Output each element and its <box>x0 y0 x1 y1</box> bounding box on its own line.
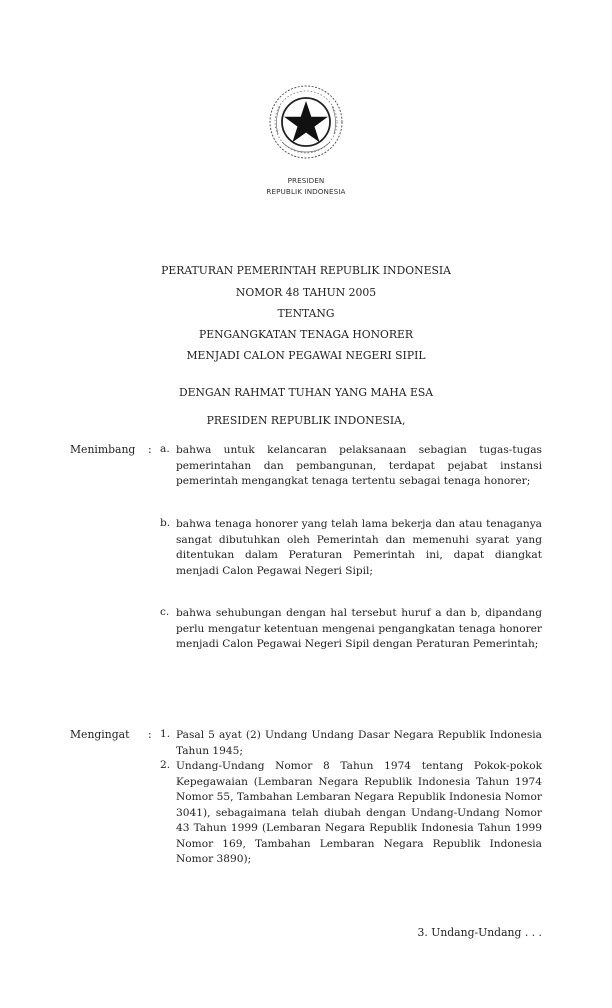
item-number: 1. <box>160 728 171 740</box>
header-president: PRESIDEN <box>287 176 325 185</box>
title-subject-1: PENGANGKATAN TENAGA HONORER <box>198 328 414 341</box>
title-about: TENTANG <box>277 307 335 320</box>
header-republic: REPUBLIK INDONESIA <box>266 187 346 196</box>
section-colon: : <box>148 728 152 741</box>
section-label-mengingat: Mengingat <box>70 728 130 741</box>
section-label-menimbang: Menimbang <box>70 443 136 456</box>
item-text: bahwa tenaga honorer yang telah lama bekerja dan atau tenaganya sangat dibutuhkan oleh Pemerintah dan memenuhi syarat yang ditentukan dalam Peraturan Pemerintah ini, dapat diangkat menjadi Calon Pegawai Negeri Sipil; <box>176 518 542 577</box>
list-item <box>160 517 542 579</box>
item-number: c. <box>160 606 170 618</box>
title-subject-2: MENJADI CALON PEGAWAI NEGERI SIPIL <box>186 349 426 362</box>
item-number: b. <box>160 517 171 529</box>
garuda-emblem-icon <box>266 82 346 162</box>
preamble-president: PRESIDEN REPUBLIK INDONESIA, <box>206 414 406 427</box>
item-text: bahwa untuk kelancaran pelaksanaan sebagian tugas-tugas pemerintahan dan pembangunan, terdapat pejabat instansi pemerintah mengangkat tenaga tertentu sebagai tenaga honorer; <box>176 444 542 487</box>
preamble-divine: DENGAN RAHMAT TUHAN YANG MAHA ESA <box>178 386 434 399</box>
item-text: Undang-Undang Nomor 8 Tahun 1974 tentang Pokok-pokok Kepegawaian (Lembaran Negara Republik Indonesia Tahun 1974 Nomor 55, Tambahan Lembaran Negara Republik Indonesia Nomor 3041), sebagaimana telah diubah dengan Undang-Undang Nomor 43 Tahun 1999 (Lembaran Negara Republik Indonesia Tahun 1999 Nomor 169, Tambahan Lembaran Negara Republik Indonesia Nomor 3890); <box>176 760 542 865</box>
item-text: bahwa sehubungan dengan hal tersebut huruf a dan b, dipandang perlu mengatur ketentuan mengenai pengangkatan tenaga honorer menjadi Calon Pegawai Negeri Sipil dengan Peraturan Pemerintah; <box>176 607 542 650</box>
item-text: Pasal 5 ayat (2) Undang Undang Dasar Negara Republik Indonesia Tahun 1945; <box>176 729 542 757</box>
item-number: 2. <box>160 759 171 771</box>
continuation-text: 3. Undang-Undang . . . <box>417 926 542 939</box>
list-item <box>160 443 542 490</box>
list-item <box>160 759 542 868</box>
title-regulation: PERATURAN PEMERINTAH REPUBLIK INDONESIA <box>161 264 451 277</box>
list-item <box>160 606 542 653</box>
item-number: a. <box>160 443 170 455</box>
section-colon: : <box>148 443 152 456</box>
title-number: NOMOR 48 TAHUN 2005 <box>235 286 377 299</box>
list-item <box>160 728 542 759</box>
